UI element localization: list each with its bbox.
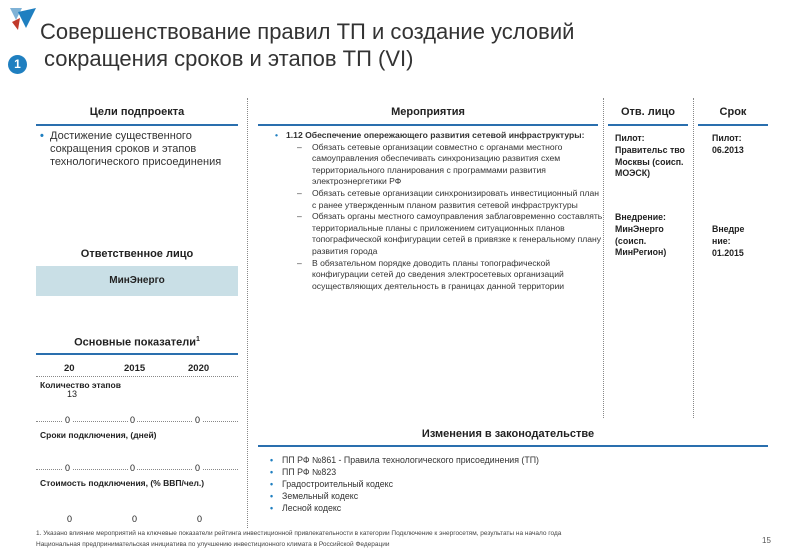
indicator-label: Сроки подключения, (дней) bbox=[40, 430, 157, 440]
column-divider bbox=[693, 98, 694, 418]
deadline-header-rule bbox=[698, 124, 768, 126]
measure-item bbox=[275, 188, 605, 211]
year-col-2: 2015 bbox=[124, 363, 146, 374]
responsible-column-header: Отв. лицо bbox=[620, 106, 676, 118]
indicator-tick: 0 bbox=[130, 415, 136, 425]
goal-item bbox=[40, 130, 235, 169]
legislation-item-text: Лесной кодекс bbox=[282, 503, 342, 513]
measure-item bbox=[275, 211, 605, 257]
measure-item-text: Обязать сетевые организации синхронизировать инвестиционный план с ранее утвержденным планом развития сетевой инфраструктуры bbox=[312, 187, 599, 210]
measure-item-text: В обязательном порядке доводить планы топографической конфигурации сетей до сведения электросетевых организаций осуществляющих деятельность в границах данной территории bbox=[312, 257, 565, 291]
measure-heading-text: 1.12 Обеспечение опережающего развития сетевой инфраструктуры: bbox=[286, 130, 585, 140]
measure-item bbox=[275, 258, 605, 293]
years-divider bbox=[36, 376, 238, 377]
indicator-tick: 0 bbox=[195, 463, 201, 473]
logo-icon bbox=[8, 6, 38, 32]
legislation-item bbox=[270, 502, 539, 514]
dash-icon: – bbox=[297, 257, 302, 268]
responsible-pilot: Пилот: Правительс тво Москвы (соисп. МОЭСК) bbox=[615, 133, 685, 179]
title-line-1: Совершенствование правил ТП и создание условий bbox=[40, 19, 575, 44]
page-number: 15 bbox=[762, 536, 771, 545]
organization-name: Национальная предпринимательская инициатива по улучшению инвестиционного климата в Российской Федерации bbox=[36, 541, 390, 548]
responsible-section-title: Ответственное лицо bbox=[80, 248, 194, 260]
measure-heading bbox=[275, 130, 605, 142]
legislation-title: Изменения в законодательстве bbox=[421, 428, 595, 440]
indicator-tick: 0 bbox=[197, 514, 203, 524]
legislation-item bbox=[270, 490, 539, 502]
legislation-list bbox=[270, 454, 539, 514]
indicator-tick: 0 bbox=[65, 463, 71, 473]
measure-item-text: Обязать сетевые организации совместно с органами местного самоуправления обеспечивать синхронизацию развития схем территориального планирования с программами развития электроэнергетики РФ bbox=[312, 141, 563, 187]
bullet-icon: • bbox=[40, 130, 44, 142]
bullet-icon: • bbox=[270, 467, 274, 477]
legislation-item bbox=[270, 454, 539, 466]
measure-item-text: Обязать органы местного самоуправления заблаговременно составлять территориальные планы с приложением ситуационных планов топографической конфигурации сетей в привязке к генеральному плану развития города bbox=[312, 211, 603, 256]
indicator-tick: 0 bbox=[132, 514, 138, 524]
indicator-tick: 0 bbox=[65, 415, 71, 425]
legislation-item-text: ПП РФ №861 - Правила технологического присоединения (ТП) bbox=[282, 455, 539, 465]
indicators-title bbox=[36, 336, 238, 349]
bullet-icon: • bbox=[270, 491, 274, 501]
footnote-marker: 1 bbox=[195, 336, 200, 343]
bullet-icon: • bbox=[270, 503, 274, 513]
measures-block bbox=[275, 130, 605, 292]
indicators-title-rule bbox=[36, 353, 238, 355]
measures-header-rule bbox=[258, 124, 598, 126]
dash-icon: – bbox=[297, 211, 302, 222]
legislation-item-text: ПП РФ №823 bbox=[282, 467, 337, 477]
legislation-item-text: Земельный кодекс bbox=[282, 491, 359, 501]
indicator-label: Стоимость подключения, (% ВВП/чел.) bbox=[40, 478, 205, 488]
section-number-badge: 1 bbox=[8, 55, 27, 74]
column-divider bbox=[247, 98, 248, 528]
legislation-item-text: Градостроительный кодекс bbox=[282, 479, 394, 489]
indicator-tick: 0 bbox=[195, 415, 201, 425]
page-title bbox=[40, 18, 574, 72]
dash-icon: – bbox=[297, 187, 302, 198]
bullet-icon: • bbox=[275, 130, 279, 140]
goals-header-rule bbox=[36, 124, 238, 126]
responsible-rollout: Внедрение: МинЭнерго (соисп. МинРегион) bbox=[615, 212, 667, 258]
measure-item bbox=[275, 142, 605, 188]
indicator-label: Количество этапов bbox=[40, 380, 121, 390]
goals-column-header: Цели подпроекта bbox=[89, 106, 185, 118]
legislation-title-rule bbox=[258, 445, 768, 447]
deadline-column-header: Срок bbox=[719, 106, 747, 118]
dash-icon: – bbox=[297, 141, 302, 152]
legislation-item bbox=[270, 478, 539, 490]
goal-text: Достижение существенного сокращения сроков и этапов технологического присоединения bbox=[50, 130, 222, 168]
year-col-1: 20 bbox=[64, 363, 75, 374]
bullet-icon: • bbox=[270, 479, 274, 489]
footnote: 1. Указано влияние мероприятий на ключевые показатели рейтинга инвестиционной привлекательности в категории Подключение к энергосетям, результаты на начало года bbox=[36, 530, 562, 537]
indicators-title-text: Основные показатели bbox=[74, 336, 196, 349]
year-col-3: 2020 bbox=[188, 363, 210, 374]
legislation-item bbox=[270, 466, 539, 478]
indicator-value: 13 bbox=[67, 389, 78, 399]
bullet-icon: • bbox=[270, 455, 274, 465]
title-line-2: сокращения сроков и этапов ТП (VI) bbox=[44, 46, 414, 71]
responsible-value-box: МинЭнерго bbox=[36, 266, 238, 296]
deadline-rollout: Внедре ние: 01.2015 bbox=[712, 224, 745, 258]
indicator-tick: 0 bbox=[130, 463, 136, 473]
responsible-header-rule bbox=[608, 124, 688, 126]
deadline-pilot: Пилот: 06.2013 bbox=[712, 133, 744, 155]
indicator-tick: 0 bbox=[67, 514, 73, 524]
measures-column-header: Мероприятия bbox=[391, 106, 465, 118]
